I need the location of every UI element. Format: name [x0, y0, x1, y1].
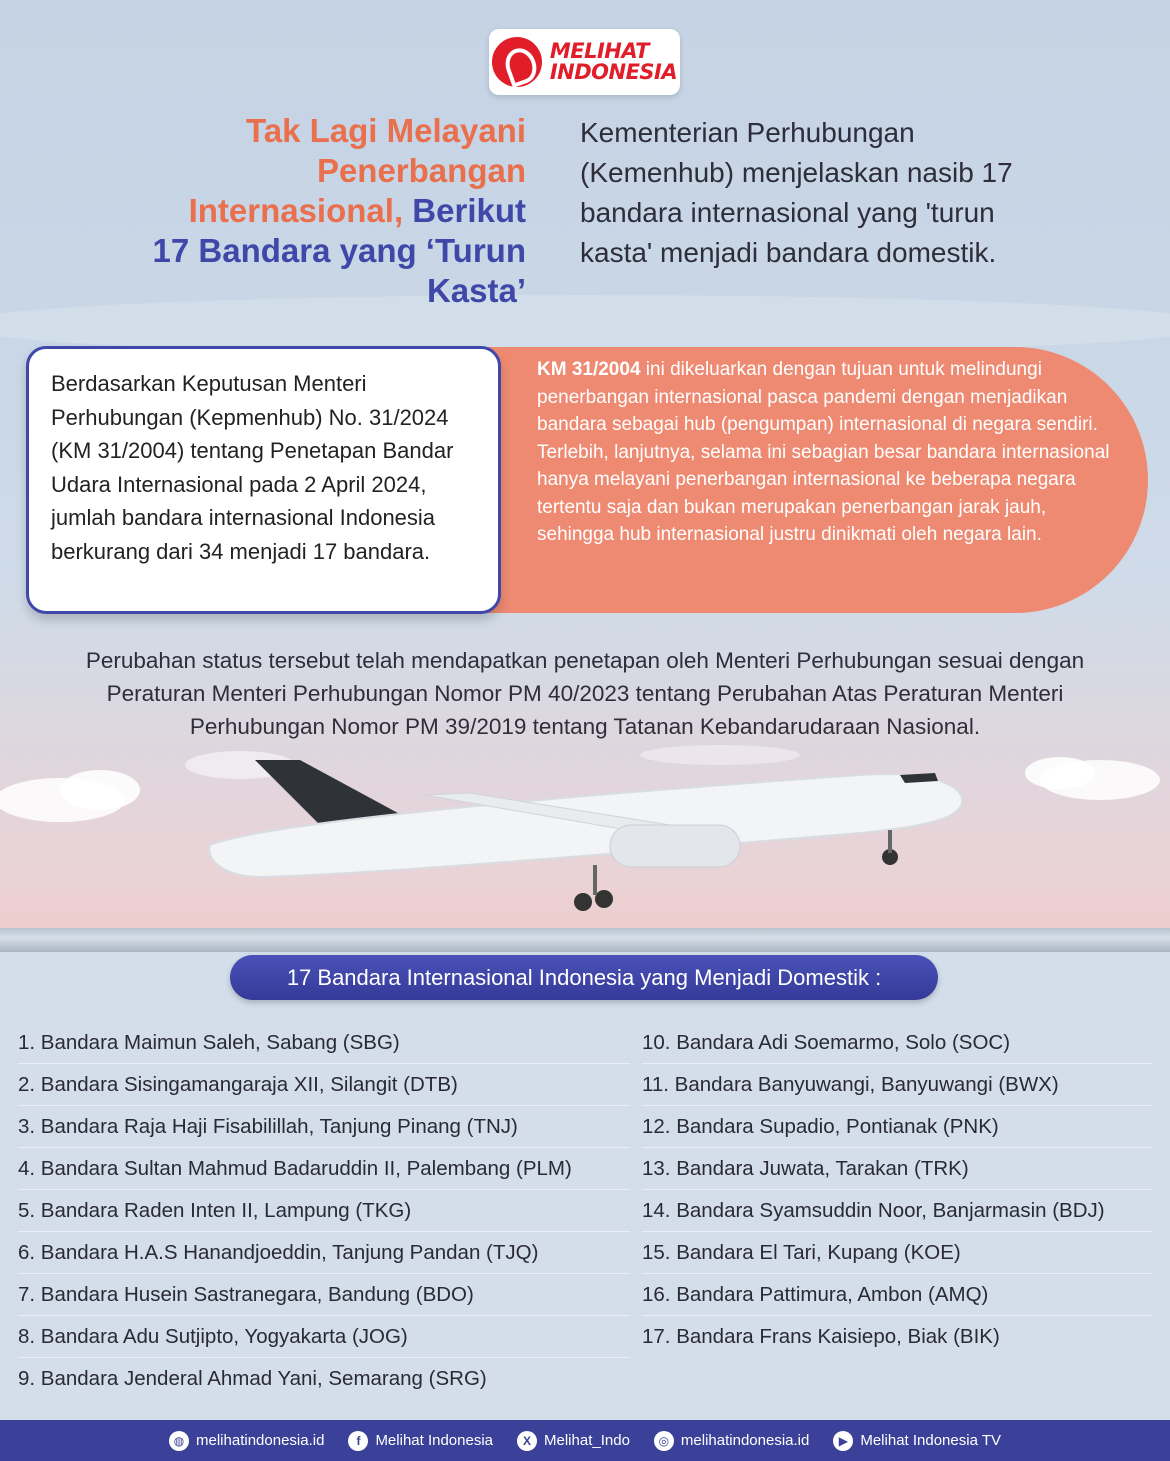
- airplane-illustration: [0, 745, 1170, 955]
- list-item: 14. Bandara Syamsuddin Noor, Banjarmasin (BDJ): [642, 1190, 1152, 1232]
- runway: [0, 928, 1170, 952]
- instagram-icon: ◎: [654, 1431, 674, 1451]
- list-item: 16. Bandara Pattimura, Ambon (AMQ): [642, 1274, 1152, 1316]
- purpose-lead: KM 31/2004: [537, 359, 641, 380]
- list-item: 4. Bandara Sultan Mahmud Badaruddin II, Palembang (PLM): [18, 1148, 630, 1190]
- cloud-icon: [60, 770, 140, 810]
- list-item: 12. Bandara Supadio, Pontianak (PNK): [642, 1106, 1152, 1148]
- list-item: 11. Bandara Banyuwangi, Banyuwangi (BWX): [642, 1064, 1152, 1106]
- airport-list-right: [642, 1022, 1152, 1358]
- list-title: 17 Bandara Internasional Indonesia yang Menjadi Domestik :: [230, 955, 938, 1000]
- footer-instagram[interactable]: ◎ melihatindonesia.id: [654, 1431, 809, 1451]
- list-item: 3. Bandara Raja Haji Fisabilillah, Tanjung Pinang (TNJ): [18, 1106, 630, 1148]
- logo-text: MELIHAT INDONESIA: [549, 39, 678, 84]
- brand-logo: [489, 29, 680, 95]
- list-item: 5. Bandara Raden Inten II, Lampung (TKG): [18, 1190, 630, 1232]
- intro-text: Kementerian Perhubungan (Kemenhub) menjelaskan nasib 17 bandara internasional yang 'turun kasta' menjadi bandara domestik.: [580, 117, 1013, 268]
- cloud-icon: [640, 745, 800, 765]
- purpose-text: KM 31/2004 ini dikeluarkan dengan tujuan untuk melindungi penerbangan internasional pasca pandemi dengan menjadikan bandara sebagai hub (pengumpan) internasional di negara sendiri. Terlebih, lanjutnya, selama ini sebagian besar bandara internasional hanya melayani penerbangan internasional ke beberapa negara tertentu saja dan bukan merupakan penerbangan jarak jauh, sehingga hub internasional justru dinikmati oleh negara lain.: [537, 359, 1110, 545]
- status-text: Perubahan status tersebut telah mendapatkan penetapan oleh Menteri Perhubungan sesuai dengan Peraturan Menteri Perhubungan Nomor PM 40/2023 tentang Perubahan Atas Peraturan Menteri Perhubungan Nomor PM 39/2019 tentang Tatanan Kebandarudaraan Nasional.: [85, 648, 1085, 739]
- title-blue: Berikut 17 Bandara yang ‘Turun Kasta’: [152, 192, 526, 309]
- pen-logo-icon: [492, 37, 542, 87]
- facebook-icon: f: [348, 1431, 368, 1451]
- x-icon: X: [517, 1431, 537, 1451]
- cloud-icon: [1025, 757, 1095, 789]
- list-item: 17. Bandara Frans Kaisiepo, Biak (BIK): [642, 1325, 1000, 1348]
- footer: [0, 1420, 1170, 1461]
- list-item: 10. Bandara Adi Soemarmo, Solo (SOC): [642, 1022, 1152, 1064]
- list-item: 13. Bandara Juwata, Tarakan (TRK): [642, 1148, 1152, 1190]
- footer-facebook[interactable]: f Melihat Indonesia: [348, 1431, 493, 1451]
- list-item: 6. Bandara H.A.S Hanandjoeddin, Tanjung Pandan (TJQ): [18, 1232, 630, 1274]
- list-item: 9. Bandara Jenderal Ahmad Yani, Semarang (SRG): [18, 1367, 487, 1390]
- list-item: 1. Bandara Maimun Saleh, Sabang (SBG): [18, 1022, 630, 1064]
- decree-box: Berdasarkan Keputusan Menteri Perhubungan (Kepmenhub) No. 31/2024 (KM 31/2004) tentang Penetapan Bandar Udara Internasional pada 2 April 2024, jumlah bandara internasional Indonesia berkurang dari 34 menjadi 17 bandara.: [26, 346, 501, 614]
- youtube-icon: ▶: [833, 1431, 853, 1451]
- footer-website[interactable]: ◍ melihatindonesia.id: [169, 1431, 324, 1451]
- list-item: 8. Bandara Adu Sutjipto, Yogyakarta (JOG): [18, 1316, 630, 1358]
- globe-icon: ◍: [169, 1431, 189, 1451]
- list-item: 7. Bandara Husein Sastranegara, Bandung (BDO): [18, 1274, 630, 1316]
- airport-list-left: [18, 1022, 630, 1400]
- list-item: 2. Bandara Sisingamangaraja XII, Silangit (DTB): [18, 1064, 630, 1106]
- footer-youtube[interactable]: ▶ Melihat Indonesia TV: [833, 1431, 1001, 1451]
- title-orange: Tak Lagi Melayani Penerbangan Internasional,: [188, 112, 526, 229]
- footer-x[interactable]: X Melihat_Indo: [517, 1431, 630, 1451]
- list-item: 15. Bandara El Tari, Kupang (KOE): [642, 1232, 1152, 1274]
- airplane-icon: [209, 760, 962, 911]
- page-title: [150, 111, 526, 311]
